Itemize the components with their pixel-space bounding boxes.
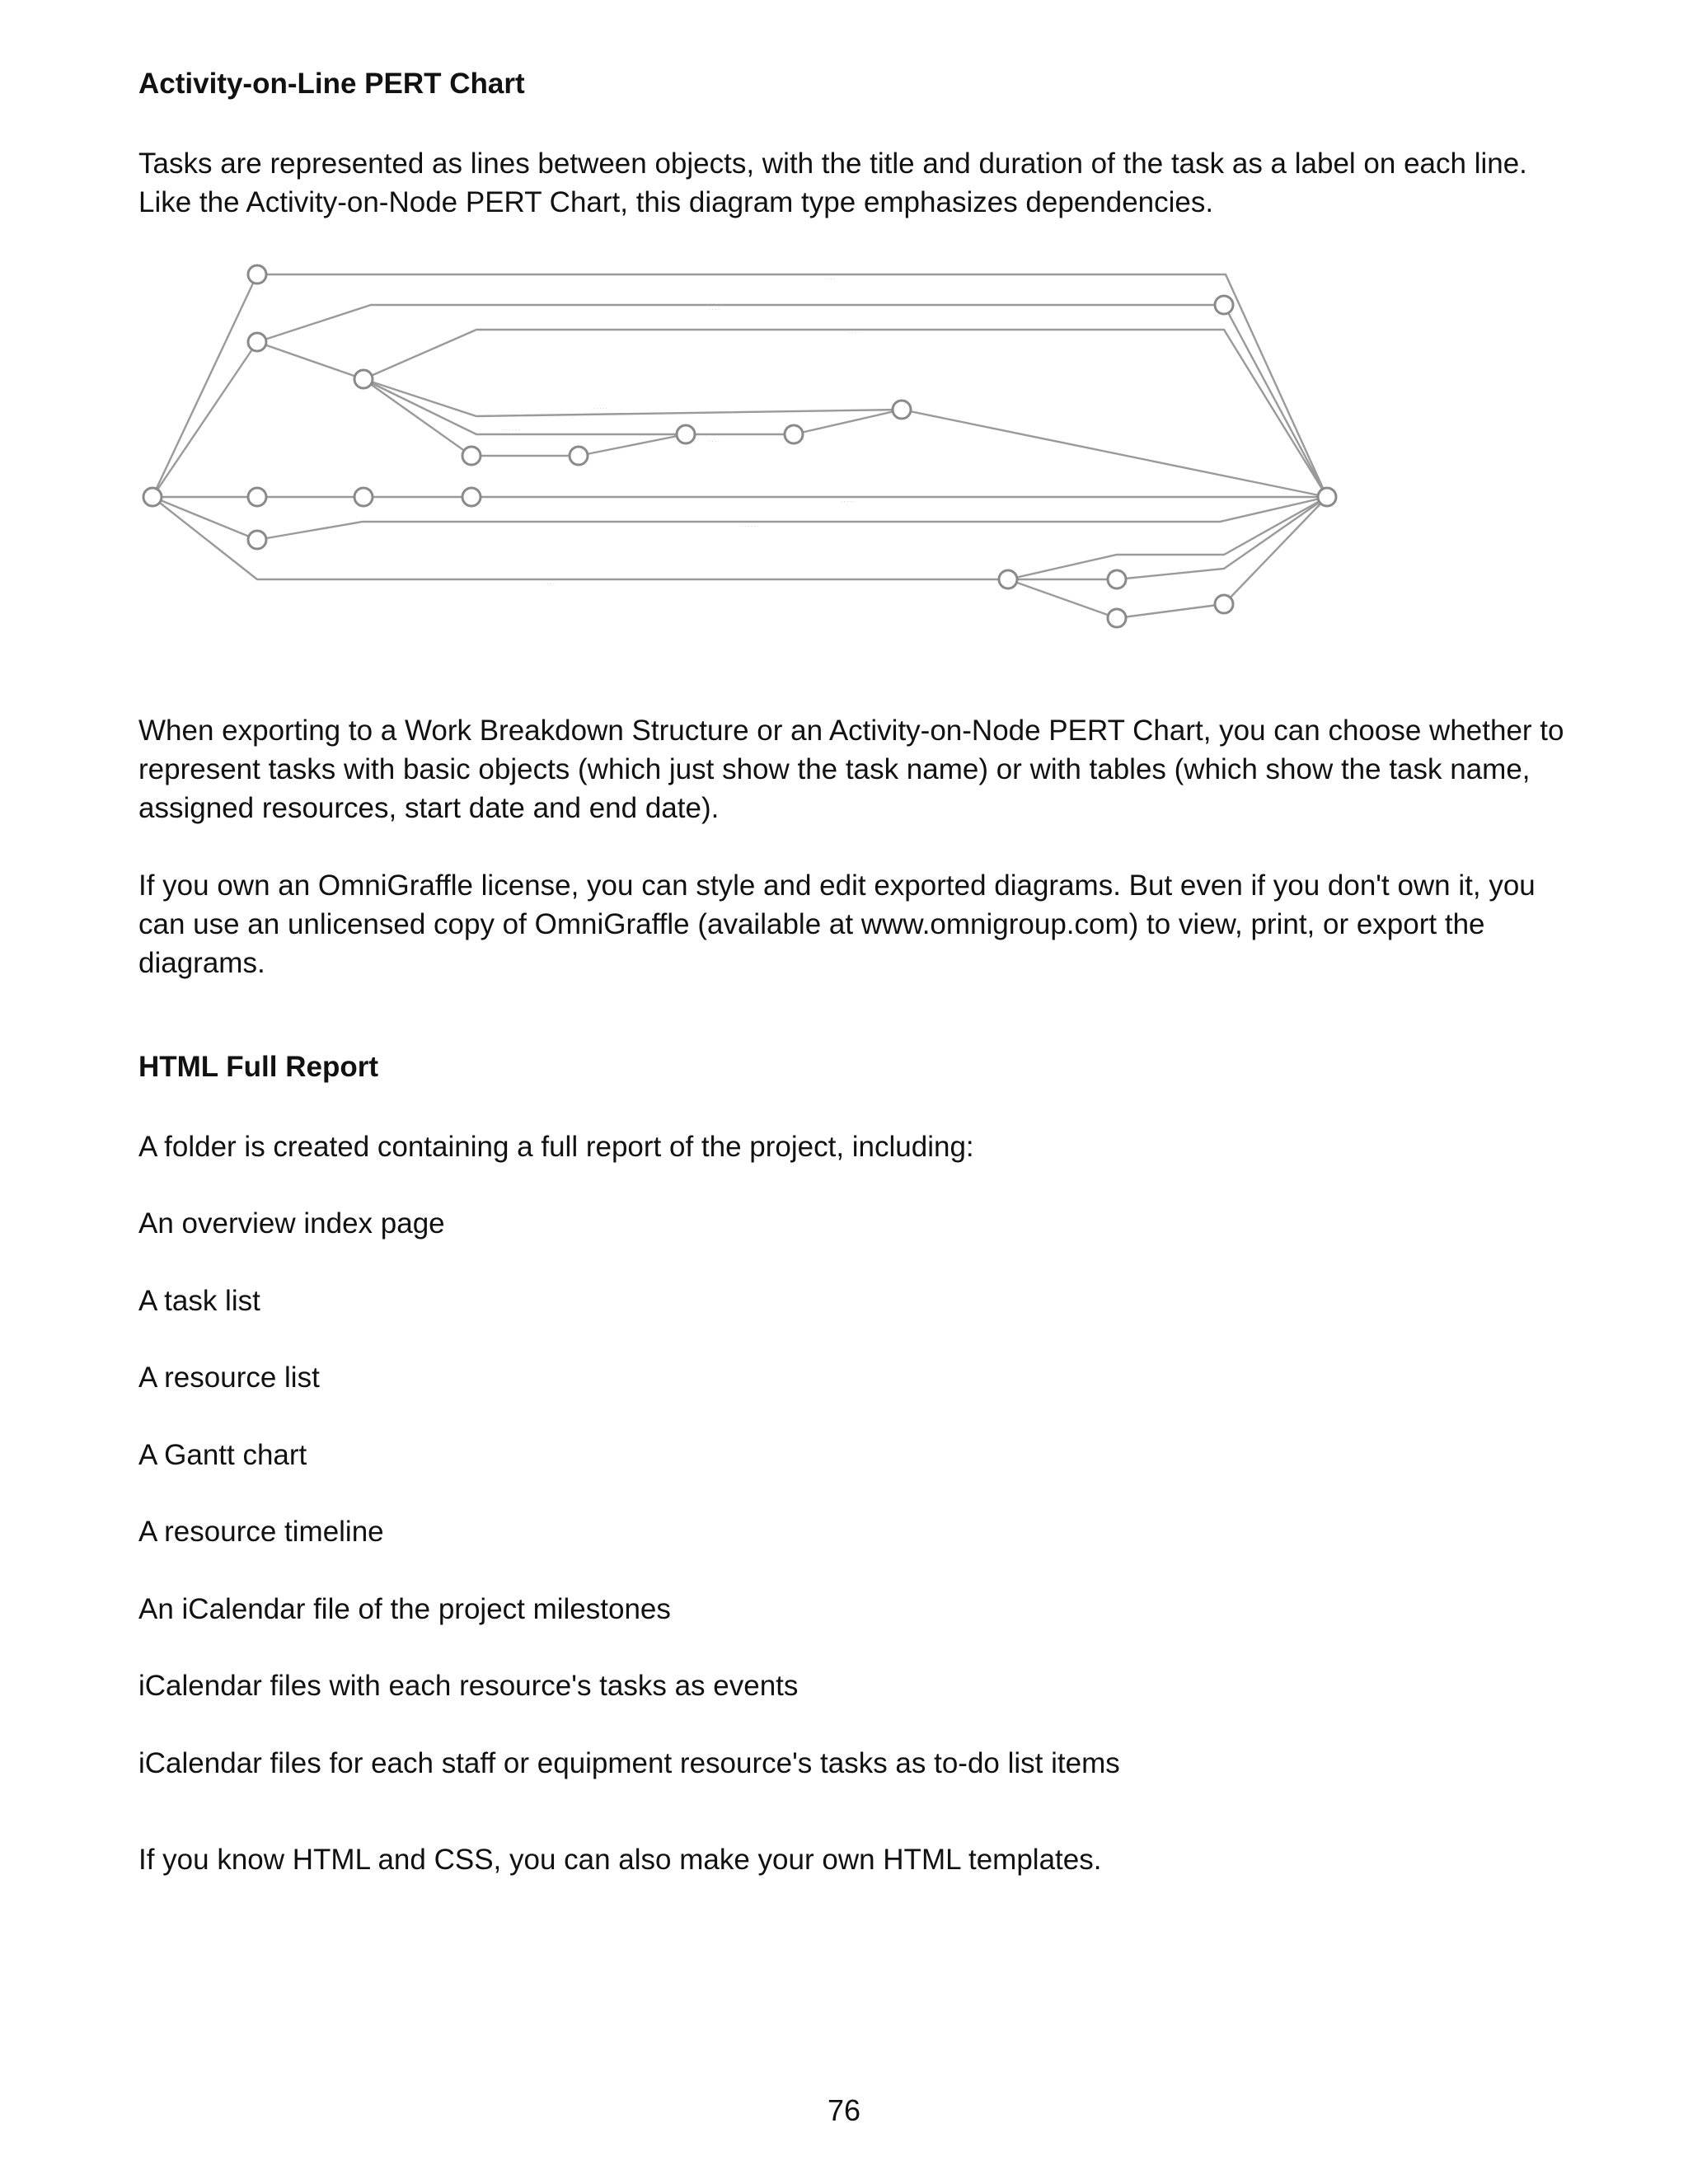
pert-edge xyxy=(257,497,1327,540)
pert-edge xyxy=(1117,497,1327,579)
report-item: An iCalendar file of the project milestones xyxy=(138,1593,671,1625)
pert-edge xyxy=(1008,579,1117,618)
report-closing: If you know HTML and CSS, you can also make your own HTML templates. xyxy=(138,1844,1102,1876)
pert-edge-label: · · · · xyxy=(824,277,835,282)
pert-edge xyxy=(363,379,686,434)
pert-edge xyxy=(1224,305,1327,497)
export-paragraph: When exporting to a Work Breakdown Structure or an Activity-on-Node PERT Chart, you can choose whether to represent tasks with basic objects (which just show the task name) or with tables (which show the task name, assigned resources, start date and end date). xyxy=(138,715,1564,824)
pert-description: Tasks are represented as lines between objects, with the title and duration of the task as a label on each line. Like the Activity-on-Node PERT Chart, this diagram type emphasizes dependencies. xyxy=(138,148,1527,218)
pert-node xyxy=(785,425,803,443)
section-heading-pert: Activity-on-Line PERT Chart xyxy=(138,68,525,100)
report-item: An overview index page xyxy=(138,1207,445,1240)
report-item: A resource timeline xyxy=(138,1516,384,1548)
pert-edge-label: · · · · · xyxy=(593,406,607,411)
pert-node xyxy=(999,570,1017,588)
pert-edge xyxy=(152,342,257,497)
pert-edge xyxy=(363,379,902,416)
pert-node xyxy=(248,333,266,351)
pert-edge-label: · · · · xyxy=(709,307,720,312)
pert-node xyxy=(1215,296,1233,314)
pert-edge xyxy=(152,274,257,497)
pert-edge xyxy=(152,497,1008,579)
pert-edge xyxy=(257,342,363,379)
pert-node xyxy=(462,447,481,465)
pert-edge-label: · · · · xyxy=(544,582,555,587)
pert-edge xyxy=(579,434,686,456)
page-number: 76 xyxy=(827,2093,861,2127)
pert-edge xyxy=(1224,497,1327,604)
pert-edge xyxy=(363,379,471,456)
report-item: A task list xyxy=(138,1285,260,1317)
pert-edge xyxy=(902,410,1327,497)
pert-node xyxy=(570,447,588,465)
pert-node xyxy=(462,488,481,506)
pert-diagram xyxy=(132,251,1352,647)
pert-node xyxy=(248,531,266,549)
pert-edge xyxy=(363,330,1327,497)
pert-node xyxy=(1108,609,1126,627)
pert-node xyxy=(893,401,911,419)
pert-edges xyxy=(152,274,1327,618)
pert-node xyxy=(143,488,162,506)
pert-edge-label: · · · · · xyxy=(849,330,863,335)
pert-node xyxy=(1215,595,1233,613)
pert-edge xyxy=(1117,604,1224,618)
pert-edge-label: · · · · xyxy=(709,439,720,444)
pert-node xyxy=(1108,570,1126,588)
pert-edge xyxy=(794,410,902,434)
report-item: iCalendar files with each resource's tasks as events xyxy=(138,1670,799,1702)
pert-edge xyxy=(257,305,1224,342)
pert-edge-label: · · · · · · xyxy=(742,524,759,529)
report-item: A Gantt chart xyxy=(138,1439,307,1471)
pert-node xyxy=(248,265,266,284)
pert-edge-label: · · · · · · xyxy=(503,428,520,433)
pert-node xyxy=(1318,488,1336,506)
pert-node xyxy=(248,488,266,506)
pert-edge xyxy=(152,497,257,540)
report-item: A resource list xyxy=(138,1361,320,1394)
pert-node xyxy=(354,370,373,388)
pert-node xyxy=(354,488,373,506)
pert-nodes xyxy=(143,265,1336,627)
pert-node xyxy=(677,425,695,443)
report-item: iCalendar files for each staff or equipment resource's tasks as to-do list items xyxy=(138,1747,1120,1779)
pert-edge-label: · · · · · xyxy=(841,499,855,504)
report-intro: A folder is created containing a full report of the project, including: xyxy=(138,1131,974,1163)
pert-edge xyxy=(1008,497,1327,579)
section-heading-html-report: HTML Full Report xyxy=(138,1051,378,1083)
omnigraffle-paragraph: If you own an OmniGraffle license, you can style and edit exported diagrams. But even if you don't own it, you can use an unlicensed copy of OmniGraffle (available at www.omnigroup.com) to view, print, or export the diagrams. xyxy=(138,869,1536,979)
